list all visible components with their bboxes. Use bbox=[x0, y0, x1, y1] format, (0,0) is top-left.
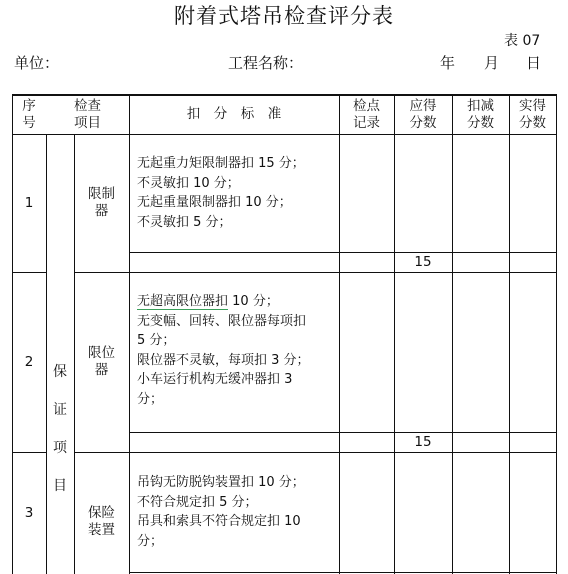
row-1-item: 限制 器 bbox=[88, 186, 115, 219]
day-label: 日 bbox=[526, 54, 542, 72]
row-2-item: 限位 器 bbox=[88, 345, 115, 378]
row-1-standard: 无起重力矩限制器扣 15 分； 不灵敏扣 10 分； 无起重量限制器扣 10 分； 不灵敏扣 5 分； bbox=[137, 156, 305, 230]
column-header-record: 检点 记录 bbox=[353, 97, 380, 131]
column-header-actual: 实得 分数 bbox=[519, 97, 546, 131]
year-label: 年 bbox=[440, 54, 456, 72]
row-1-seq: 1 bbox=[24, 194, 34, 211]
row-2-seq: 2 bbox=[24, 353, 34, 370]
row-3-seq: 3 bbox=[24, 504, 34, 521]
column-header-standard: 扣 分 标 准 bbox=[186, 106, 282, 122]
row-3-item: 保险 装置 bbox=[88, 505, 115, 538]
column-header-item: 检查 项目 bbox=[74, 97, 101, 131]
row-3-standard: 吊钩无防脱钩装置扣 10 分； 不符合规定扣 5 分； 吊具和索具不符合规定扣 10 分； bbox=[137, 475, 305, 549]
unit-label: 单位： bbox=[14, 54, 60, 72]
form-title: 附着式塔吊检查评分表 bbox=[174, 4, 394, 28]
project-name-label: 工程名称： bbox=[228, 54, 304, 72]
column-header-due: 应得 分数 bbox=[409, 97, 437, 131]
row-1-due-score: 15 bbox=[414, 254, 432, 270]
row-2-standard: 无超高限位器扣 10 分； 无变幅、回转、限位器每项扣 5 分； 限位器不灵敏，每项扣 3 分； 小车运行机构无缓冲器扣 3 分； bbox=[137, 294, 310, 407]
month-label: 月 bbox=[484, 54, 500, 72]
column-header-deduct: 扣减 分数 bbox=[467, 97, 494, 131]
table-number: 表 07 bbox=[504, 33, 541, 49]
column-header-seq: 序 号 bbox=[22, 97, 36, 131]
group-label-guarantee: 保 证 项 目 bbox=[53, 364, 67, 494]
row-2-due-score: 15 bbox=[414, 434, 432, 450]
